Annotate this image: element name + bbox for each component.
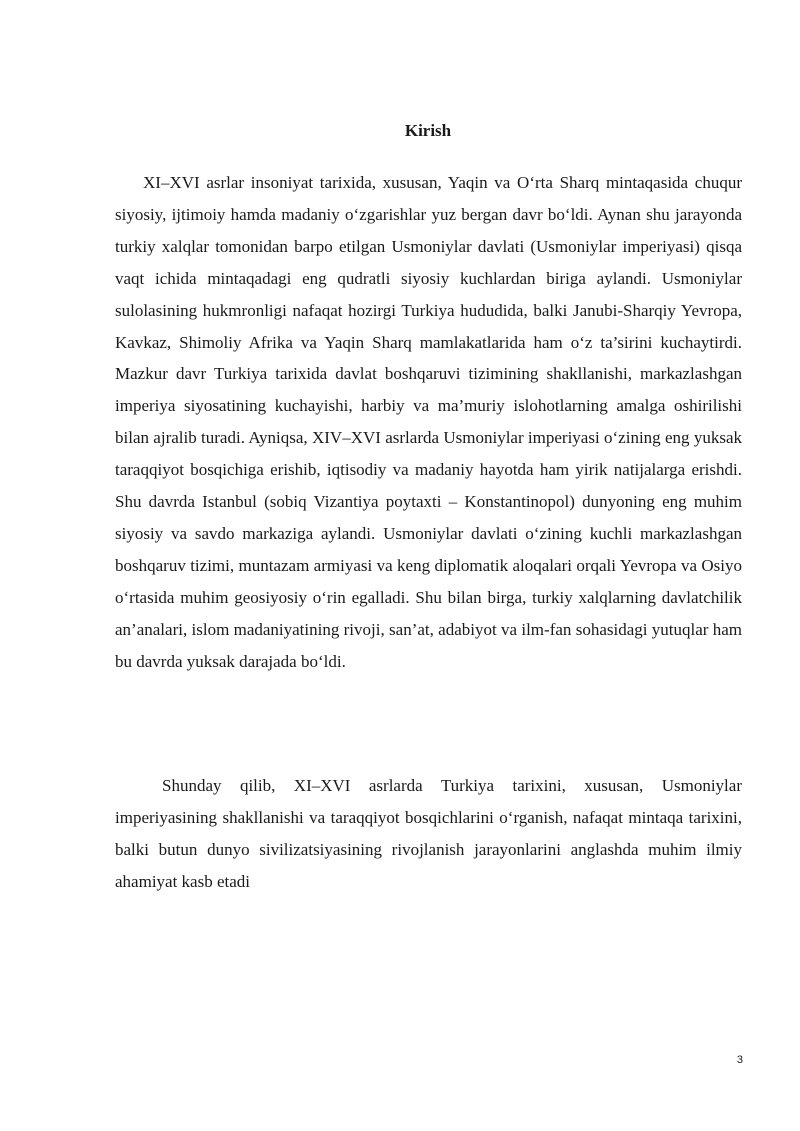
body-paragraph: XI–XVI asrlar insoniyat tarixida, xususan, Yaqin va O‘rta Sharq mintaqasida chuqur siyosiy, ijtimoiy hamda madaniy o‘zgarishlar yuz bergan davr bo‘ldi. Aynan shu jarayonda turkiy xalqlar tomonidan barpo etilgan Usmoniylar davlati (Usmoniylar imperiyasi) qisqa vaqt ichida mintaqadagi eng qudratli siyosiy kuchlardan biriga aylandi. Usmoniylar sulolasining hukmronligi nafaqat hozirgi Turkiya hududida, balki Janubi-Sharqiy Yevropa, Kavkaz, Shimoliy Afrika va Yaqin Sharq mamlakatlarida ham o‘z ta’sirini kuchaytirdi. Mazkur davr Turkiya tarixida davlat boshqaruvi tizimining shakllanishi, markazlashgan imperiya siyosatining kuchayishi, harbiy va ma’muriy islohotlarning amalga oshirilishi bilan ajralib turadi. Ayniqsa, XIV–XVI asrlarda Usmoniylar imperiyasi o‘zining eng yuksak taraqqiyot bosqichiga erishib, iqtisodiy va madaniy hayotda ham yirik natijalarga erishdi. Shu davrda Istanbul (sobiq Vizantiya poytaxti – Konstantinopol) dunyoning eng muhim siyosiy va savdo markaziga aylandi. Usmoniylar davlati o‘zining kuchli markazlashgan boshqaruv tizimi, muntazam armiyasi va keng diplomatik aloqalari orqali Yevropa va Osiyo o‘rtasida muhim geosiyosiy o‘rin egalladi. Shu bilan birga, turkiy xalqlarning davlatchilik an’analari, islom madaniyatining rivoji, san’at, adabiyot va ilm-fan sohasidagi yutuqlar ham bu davrda yuksak darajada bo‘ldi. (115, 173, 742, 671)
body-paragraph: Shunday qilib, XI–XVI asrlarda Turkiya tarixini, xususan, Usmoniylar imperiyasining shakllanishi va taraqqiyot bosqichlarini o‘rganish, nafaqat mintaqa tarixini, balki butun dunyo sivilizatsiyasining rivojlanish jarayonlarini anglashda muhim ilmiy ahamiyat kasb etadi (115, 776, 742, 891)
page-title: Kirish (404, 121, 452, 140)
page-number: 3 (736, 1054, 743, 1066)
